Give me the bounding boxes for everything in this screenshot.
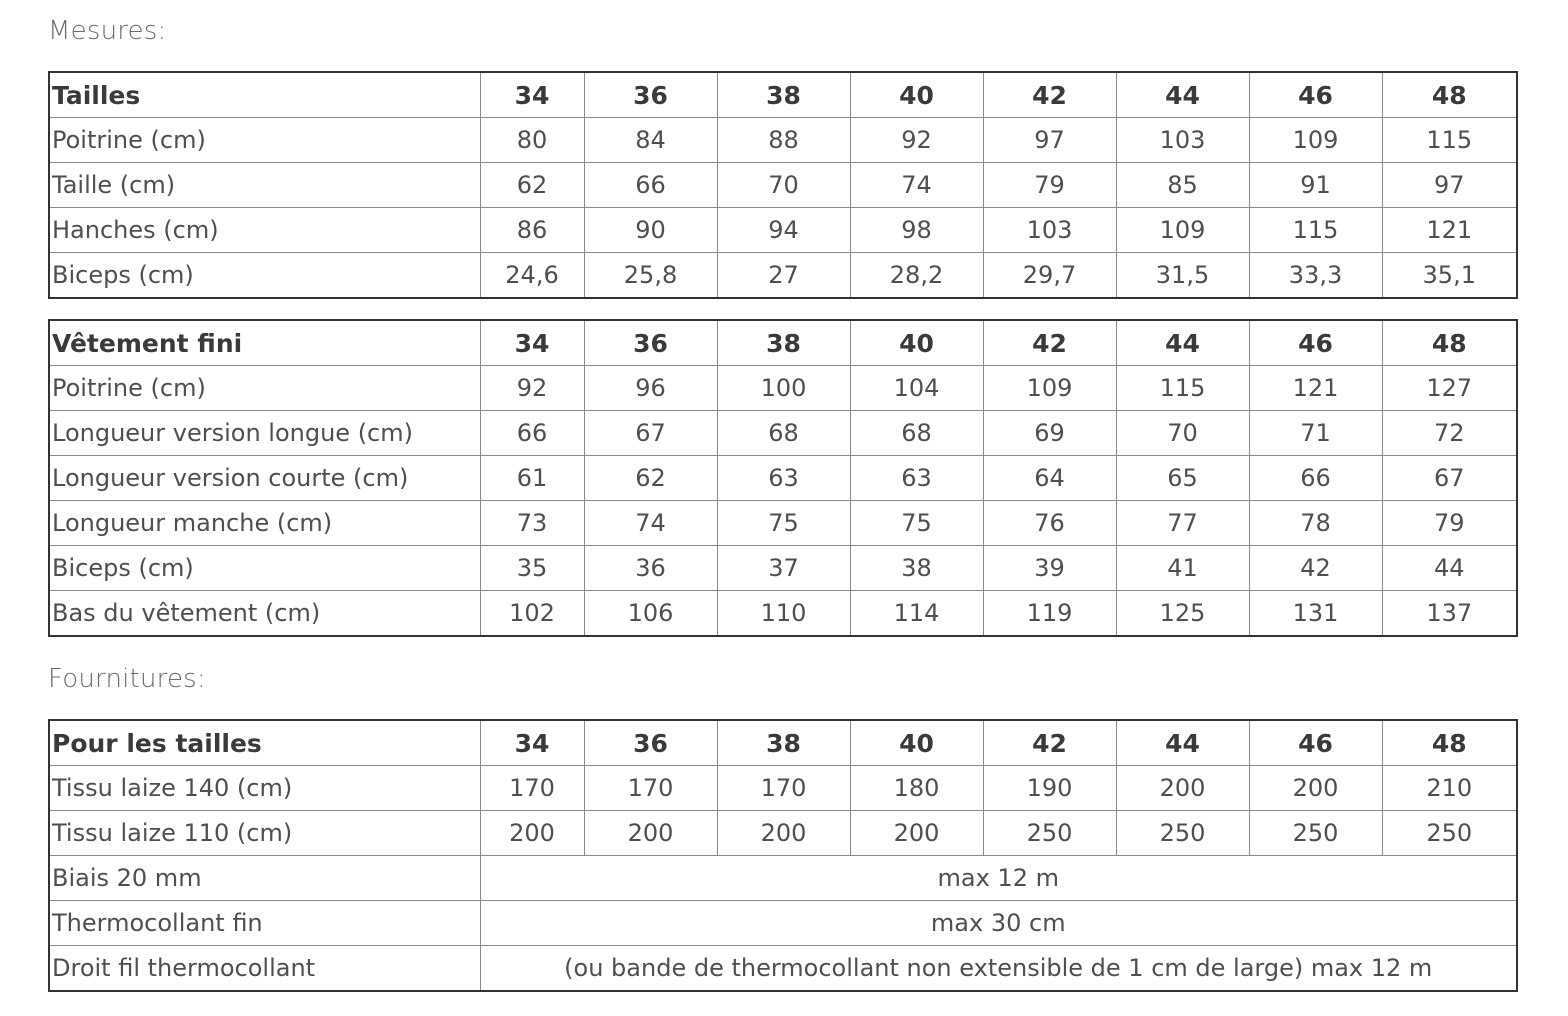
cell-value: 200	[717, 811, 850, 856]
cell-value: 94	[717, 208, 850, 253]
cell-value: 200	[584, 811, 717, 856]
cell-value: 85	[1116, 163, 1249, 208]
cell-value: 200	[850, 811, 983, 856]
table-row	[49, 946, 1517, 992]
size-header: 42	[983, 72, 1116, 118]
cell-value: 119	[983, 591, 1116, 637]
size-header: 46	[1249, 720, 1382, 766]
vetement-header-label: Vêtement fini	[49, 320, 480, 366]
size-header: 34	[480, 72, 584, 118]
cell-value: 66	[1249, 456, 1382, 501]
cell-value: 31,5	[1116, 253, 1249, 299]
table-row	[49, 366, 1517, 411]
size-header: 36	[584, 320, 717, 366]
cell-value: 96	[584, 366, 717, 411]
cell-value: 70	[1116, 411, 1249, 456]
cell-value: 103	[1116, 118, 1249, 163]
span-cell-value: max 12 m	[480, 856, 1517, 901]
cell-value: 91	[1249, 163, 1382, 208]
cell-value: 115	[1116, 366, 1249, 411]
cell-value: 64	[983, 456, 1116, 501]
table-row	[49, 546, 1517, 591]
table-row	[49, 118, 1517, 163]
cell-value: 63	[717, 456, 850, 501]
cell-value: 127	[1382, 366, 1517, 411]
cell-value: 109	[1249, 118, 1382, 163]
cell-value: 75	[850, 501, 983, 546]
cell-value: 250	[1382, 811, 1517, 856]
vetement-fini-table	[48, 319, 1518, 637]
cell-value: 44	[1382, 546, 1517, 591]
cell-value: 41	[1116, 546, 1249, 591]
cell-value: 33,3	[1249, 253, 1382, 299]
cell-value: 210	[1382, 766, 1517, 811]
span-cell-value: (ou bande de thermocollant non extensible de 1 cm de large) max 12 m	[480, 946, 1517, 992]
size-header: 44	[1116, 320, 1249, 366]
size-header: 40	[850, 320, 983, 366]
cell-value: 38	[850, 546, 983, 591]
row-label: Biais 20 mm	[49, 856, 480, 901]
cell-value: 92	[480, 366, 584, 411]
cell-value: 72	[1382, 411, 1517, 456]
cell-value: 102	[480, 591, 584, 637]
size-header: 44	[1116, 72, 1249, 118]
cell-value: 180	[850, 766, 983, 811]
cell-value: 28,2	[850, 253, 983, 299]
cell-value: 65	[1116, 456, 1249, 501]
cell-value: 61	[480, 456, 584, 501]
size-header: 40	[850, 720, 983, 766]
vetement-header-row	[49, 320, 1517, 366]
cell-value: 79	[1382, 501, 1517, 546]
cell-value: 170	[717, 766, 850, 811]
size-header: 36	[584, 72, 717, 118]
cell-value: 29,7	[983, 253, 1116, 299]
cell-value: 103	[983, 208, 1116, 253]
table-row	[49, 411, 1517, 456]
table-row	[49, 501, 1517, 546]
size-header: 44	[1116, 720, 1249, 766]
cell-value: 62	[480, 163, 584, 208]
row-label: Tissu laize 110 (cm)	[49, 811, 480, 856]
row-label: Hanches (cm)	[49, 208, 480, 253]
cell-value: 68	[850, 411, 983, 456]
cell-value: 92	[850, 118, 983, 163]
cell-value: 74	[850, 163, 983, 208]
cell-value: 114	[850, 591, 983, 637]
size-header: 34	[480, 320, 584, 366]
table-row	[49, 856, 1517, 901]
row-label: Poitrine (cm)	[49, 366, 480, 411]
cell-value: 75	[717, 501, 850, 546]
cell-value: 73	[480, 501, 584, 546]
cell-value: 115	[1249, 208, 1382, 253]
cell-value: 35,1	[1382, 253, 1517, 299]
row-label: Longueur version longue (cm)	[49, 411, 480, 456]
cell-value: 109	[1116, 208, 1249, 253]
cell-value: 68	[717, 411, 850, 456]
cell-value: 104	[850, 366, 983, 411]
size-header: 40	[850, 72, 983, 118]
cell-value: 77	[1116, 501, 1249, 546]
cell-value: 42	[1249, 546, 1382, 591]
tailles-table	[48, 71, 1518, 299]
row-label: Longueur version courte (cm)	[49, 456, 480, 501]
row-label: Biceps (cm)	[49, 546, 480, 591]
row-label: Droit fil thermocollant	[49, 946, 480, 992]
cell-value: 115	[1382, 118, 1517, 163]
cell-value: 250	[983, 811, 1116, 856]
cell-value: 137	[1382, 591, 1517, 637]
cell-value: 97	[983, 118, 1116, 163]
cell-value: 67	[1382, 456, 1517, 501]
size-header: 48	[1382, 320, 1517, 366]
size-header: 38	[717, 72, 850, 118]
cell-value: 250	[1249, 811, 1382, 856]
cell-value: 67	[584, 411, 717, 456]
cell-value: 66	[480, 411, 584, 456]
cell-value: 84	[584, 118, 717, 163]
cell-value: 74	[584, 501, 717, 546]
cell-value: 106	[584, 591, 717, 637]
size-header: 48	[1382, 720, 1517, 766]
cell-value: 36	[584, 546, 717, 591]
cell-value: 97	[1382, 163, 1517, 208]
cell-value: 200	[1116, 766, 1249, 811]
cell-value: 121	[1382, 208, 1517, 253]
fournitures-title: Fournitures:	[48, 664, 206, 694]
row-label: Thermocollant fin	[49, 901, 480, 946]
cell-value: 62	[584, 456, 717, 501]
cell-value: 25,8	[584, 253, 717, 299]
cell-value: 109	[983, 366, 1116, 411]
cell-value: 66	[584, 163, 717, 208]
row-label: Taille (cm)	[49, 163, 480, 208]
cell-value: 131	[1249, 591, 1382, 637]
cell-value: 70	[717, 163, 850, 208]
cell-value: 98	[850, 208, 983, 253]
cell-value: 88	[717, 118, 850, 163]
cell-value: 86	[480, 208, 584, 253]
cell-value: 170	[584, 766, 717, 811]
mesures-title: Mesures:	[48, 16, 167, 46]
size-header: 48	[1382, 72, 1517, 118]
table-row	[49, 811, 1517, 856]
table-row	[49, 766, 1517, 811]
size-header: 38	[717, 720, 850, 766]
row-label: Tissu laize 140 (cm)	[49, 766, 480, 811]
cell-value: 200	[1249, 766, 1382, 811]
tailles-header-row	[49, 72, 1517, 118]
size-header: 46	[1249, 320, 1382, 366]
cell-value: 24,6	[480, 253, 584, 299]
cell-value: 39	[983, 546, 1116, 591]
cell-value: 78	[1249, 501, 1382, 546]
cell-value: 80	[480, 118, 584, 163]
cell-value: 79	[983, 163, 1116, 208]
cell-value: 200	[480, 811, 584, 856]
size-header: 42	[983, 320, 1116, 366]
table-row	[49, 253, 1517, 299]
size-header: 42	[983, 720, 1116, 766]
cell-value: 90	[584, 208, 717, 253]
table-row	[49, 591, 1517, 637]
cell-value: 121	[1249, 366, 1382, 411]
table-row	[49, 456, 1517, 501]
cell-value: 63	[850, 456, 983, 501]
cell-value: 100	[717, 366, 850, 411]
row-label: Biceps (cm)	[49, 253, 480, 299]
table-row	[49, 901, 1517, 946]
span-cell-value: max 30 cm	[480, 901, 1517, 946]
row-label: Poitrine (cm)	[49, 118, 480, 163]
fournitures-header-label: Pour les tailles	[49, 720, 480, 766]
fournitures-header-row	[49, 720, 1517, 766]
row-label: Bas du vêtement (cm)	[49, 591, 480, 637]
table-row	[49, 163, 1517, 208]
tailles-header-label: Tailles	[49, 72, 480, 118]
size-header: 34	[480, 720, 584, 766]
cell-value: 27	[717, 253, 850, 299]
cell-value: 250	[1116, 811, 1249, 856]
size-header: 38	[717, 320, 850, 366]
cell-value: 190	[983, 766, 1116, 811]
cell-value: 76	[983, 501, 1116, 546]
cell-value: 110	[717, 591, 850, 637]
size-header: 46	[1249, 72, 1382, 118]
size-header: 36	[584, 720, 717, 766]
cell-value: 125	[1116, 591, 1249, 637]
row-label: Longueur manche (cm)	[49, 501, 480, 546]
table-row	[49, 208, 1517, 253]
cell-value: 71	[1249, 411, 1382, 456]
cell-value: 35	[480, 546, 584, 591]
cell-value: 170	[480, 766, 584, 811]
fournitures-table	[48, 719, 1518, 992]
cell-value: 69	[983, 411, 1116, 456]
cell-value: 37	[717, 546, 850, 591]
